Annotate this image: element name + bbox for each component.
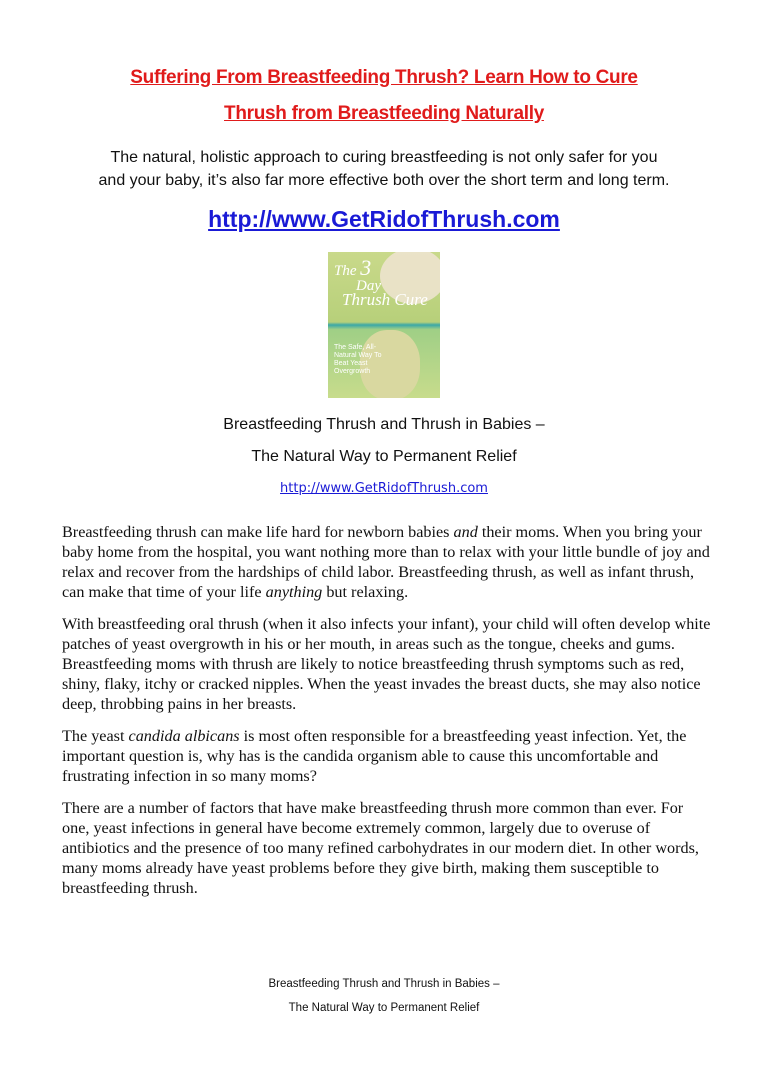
cover-tagline: The Safe, All-Natural Way To Beat Yeast Overgrowth <box>334 344 382 375</box>
paragraph-1: Breastfeeding thrush can make life hard for newborn babies and their moms. When you bring your baby home from the hospital, you want nothing more than to relax with your little bundle of joy and relax and recover from the hardships of child labor. Breastfeeding thrush, as well as infant thrush, can make that time of your life anything but relaxing. <box>62 523 710 601</box>
subtitle-line-1: Breastfeeding Thrush and Thrush in Babies – <box>223 416 545 433</box>
intro-line-2: and your baby, it’s also far more effective both over the short term and long term. <box>98 172 670 189</box>
paragraph-4: There are a number of factors that have make breastfeeding thrush more common than ever. For one, yeast infections in general have become extremely common, largely due to overuse of antibiotics and the presence of too many refined carbohydrates in our modern diet. In other words, many moms already have yeast problems before they give birth, making them susceptible to breastfeeding thrush. <box>62 799 699 897</box>
page-title <box>0 60 768 132</box>
paragraph-2: With breastfeeding oral thrush (when it also infects your infant), your child will often develop white patches of yeast overgrowth in his or her mouth, in areas such as the tongue, cheeks and gums. Breastfeeding moms with thrush are likely to notice breastfeeding thrush symptoms such as red, shiny, flaky, itchy or cracked nipples. When the yeast invades the breast ducts, she may also notice deep, throbbing pains in her breasts. <box>62 615 711 713</box>
title-line-1: Suffering From Breastfeeding Thrush? Learn How to Cure <box>130 67 638 88</box>
book-cover-image <box>328 252 440 398</box>
paragraph-3: The yeast candida albicans is most often responsible for a breastfeeding yeast infection. Yet, the important question is, why has is the candida organism able to cause this uncomfortable and frustrating infection in so many moms? <box>62 727 687 785</box>
subtitle-line-2: The Natural Way to Permanent Relief <box>251 448 517 465</box>
footer-line-1: Breastfeeding Thrush and Thrush in Babies – <box>268 978 500 990</box>
cover-title-top: The 3 Day <box>334 255 381 294</box>
intro-text <box>40 146 728 192</box>
secondary-website-link[interactable]: http://www.GetRidofThrush.com <box>280 481 488 496</box>
footer-line-2: The Natural Way to Permanent Relief <box>288 1002 480 1014</box>
cover-title-bottom: Thrush Cure <box>342 290 428 309</box>
title-line-2: Thrush from Breastfeeding Naturally <box>224 103 544 124</box>
intro-line-1: The natural, holistic approach to curing breastfeeding is not only safer for you <box>110 149 658 166</box>
article-body <box>62 522 714 910</box>
main-website-link[interactable]: http://www.GetRidofThrush.com <box>208 206 560 232</box>
